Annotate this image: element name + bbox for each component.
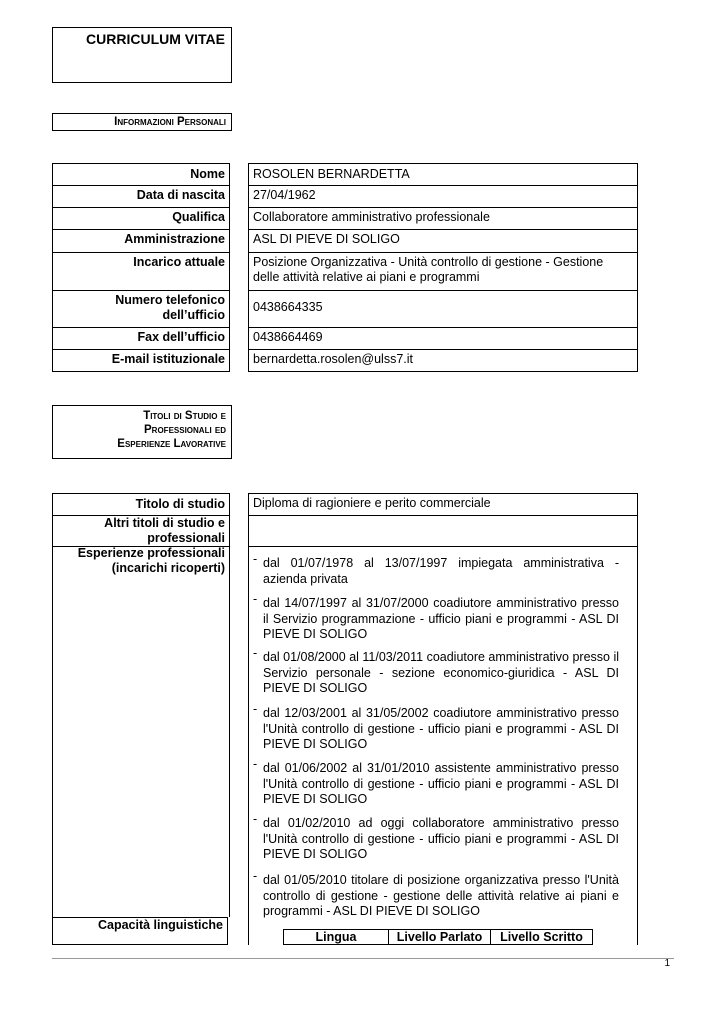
lang-header-parlato: Livello Parlato	[388, 930, 490, 944]
personal-label-cell	[52, 207, 230, 230]
personal-value-cell[interactable]	[248, 349, 638, 372]
personal-value-cell	[248, 290, 638, 328]
language-table-header	[283, 929, 593, 945]
altri-value-cell	[248, 515, 638, 547]
doc-title: CURRICULUM VITAE	[86, 31, 225, 47]
section-studies-line3: Esperienze Lavorative	[117, 438, 226, 450]
title-box	[52, 27, 232, 83]
section-personal-label: Informazioni Personali	[114, 116, 226, 128]
bullet-dash: -	[253, 869, 258, 883]
personal-value: ASL DI PIEVE DI SOLIGO	[253, 232, 400, 246]
section-studies-heading	[52, 405, 232, 459]
personal-value: 0438664335	[253, 300, 323, 314]
personal-label-cell	[52, 229, 230, 253]
experience-text: dal 01/08/2000 al 11/03/2011 coadiutore amministrativo presso il Servizio personale - sezione economico-giuridica - ASL DI PIEVE DI SOLIGO	[263, 650, 620, 695]
personal-value-cell	[248, 252, 638, 291]
esperienze-label: Esperienze professionali (incarichi ricoperti)	[77, 546, 225, 575]
experience-text: dal 01/07/1978 al 13/07/1997 impiegata amministrativa - azienda privata	[263, 556, 619, 586]
personal-label: Nome	[190, 167, 225, 181]
email-link[interactable]: bernardetta.rosolen@ulss7.it	[253, 352, 413, 366]
bullet-dash: -	[253, 646, 258, 660]
titolo-value-cell	[248, 493, 638, 516]
bullet-dash: -	[253, 812, 258, 826]
esperienze-label-cell	[52, 545, 230, 917]
lingue-label: Capacità linguistiche	[97, 918, 223, 932]
personal-label: Qualifica	[172, 210, 225, 224]
personal-label: Data di nascita	[136, 188, 225, 202]
titolo-label-cell	[52, 493, 230, 516]
lang-header-lingua: Lingua	[315, 930, 357, 944]
bullet-dash: -	[253, 552, 258, 566]
personal-label: Numero telefonico dell’ufficio	[115, 293, 225, 322]
personal-value-cell	[248, 229, 638, 253]
experience-text: dal 01/02/2010 ad oggi collaboratore amministrativo presso l'Unità controllo di gestione - ufficio piani e programmi - ASL DI PIEVE DI SOLIGO	[263, 816, 619, 861]
section-studies-line1: Titoli di Studio e	[143, 410, 226, 422]
personal-value: 27/04/1962	[253, 188, 316, 202]
personal-label-cell	[52, 252, 230, 291]
experience-text: dal 14/07/1997 al 31/07/2000 coadiutore amministrativo presso il Servizio programmazione - ufficio piani e programmi - ASL DI PIEVE DI SOLIGO	[263, 596, 619, 641]
personal-label-cell	[52, 327, 230, 350]
section-personal-heading	[52, 113, 232, 131]
personal-label: E-mail istituzionale	[111, 352, 225, 366]
bullet-dash: -	[253, 757, 258, 771]
titolo-value: Diploma di ragioniere e perito commerciale	[253, 496, 491, 510]
personal-label: Fax dell’ufficio	[137, 330, 225, 344]
section-studies-line2: Professionali ed	[144, 424, 226, 436]
altri-label: Altri titoli di studio e professionali	[104, 516, 225, 545]
page-number: 1	[664, 958, 670, 969]
lang-header-scritto: Livello Scritto	[490, 930, 592, 944]
personal-label: Incarico attuale	[133, 255, 225, 269]
footer-rule	[52, 958, 674, 959]
personal-value: 0438664469	[253, 330, 323, 344]
personal-value: Posizione Organizzativa - Unità controllo di gestione - Gestione delle attività relative ai piani e programmi	[253, 255, 604, 284]
personal-value-cell	[248, 163, 638, 186]
altri-label-cell	[52, 515, 230, 547]
personal-value-cell	[248, 327, 638, 350]
experience-text: dal 01/05/2010 titolare di posizione organizzativa presso l'Unità controllo di gestione - gestione delle attività relative ai piani e programmi - ASL DI PIEVE DI SOLIGO	[263, 873, 619, 918]
personal-value-cell	[248, 207, 638, 230]
personal-label-cell	[52, 290, 230, 328]
personal-label-cell	[52, 185, 230, 208]
lingue-label-cell	[52, 917, 228, 945]
personal-label: Amministrazione	[124, 232, 225, 246]
experience-text: dal 01/06/2002 al 31/01/2010 assistente amministrativo presso l'Unità controllo di gestione - ufficio piani e programmi - ASL DI PIEVE DI SOLIGO	[263, 761, 619, 806]
personal-value: ROSOLEN BERNARDETTA	[253, 167, 410, 181]
bullet-dash: -	[253, 592, 258, 606]
bullet-dash: -	[253, 702, 258, 716]
titolo-label: Titolo di studio	[135, 497, 225, 511]
experience-text: dal 12/03/2001 al 31/05/2002 coadiutore amministrativo presso l'Unità controllo di gestione - ufficio piani e programmi - ASL DI PIEVE DI SOLIGO	[263, 706, 619, 751]
personal-label-cell	[52, 349, 230, 372]
personal-label-cell	[52, 163, 230, 186]
esperienze-value-cell	[248, 546, 638, 918]
personal-value-cell	[248, 185, 638, 208]
personal-value: Collaboratore amministrativo professionale	[253, 210, 490, 224]
